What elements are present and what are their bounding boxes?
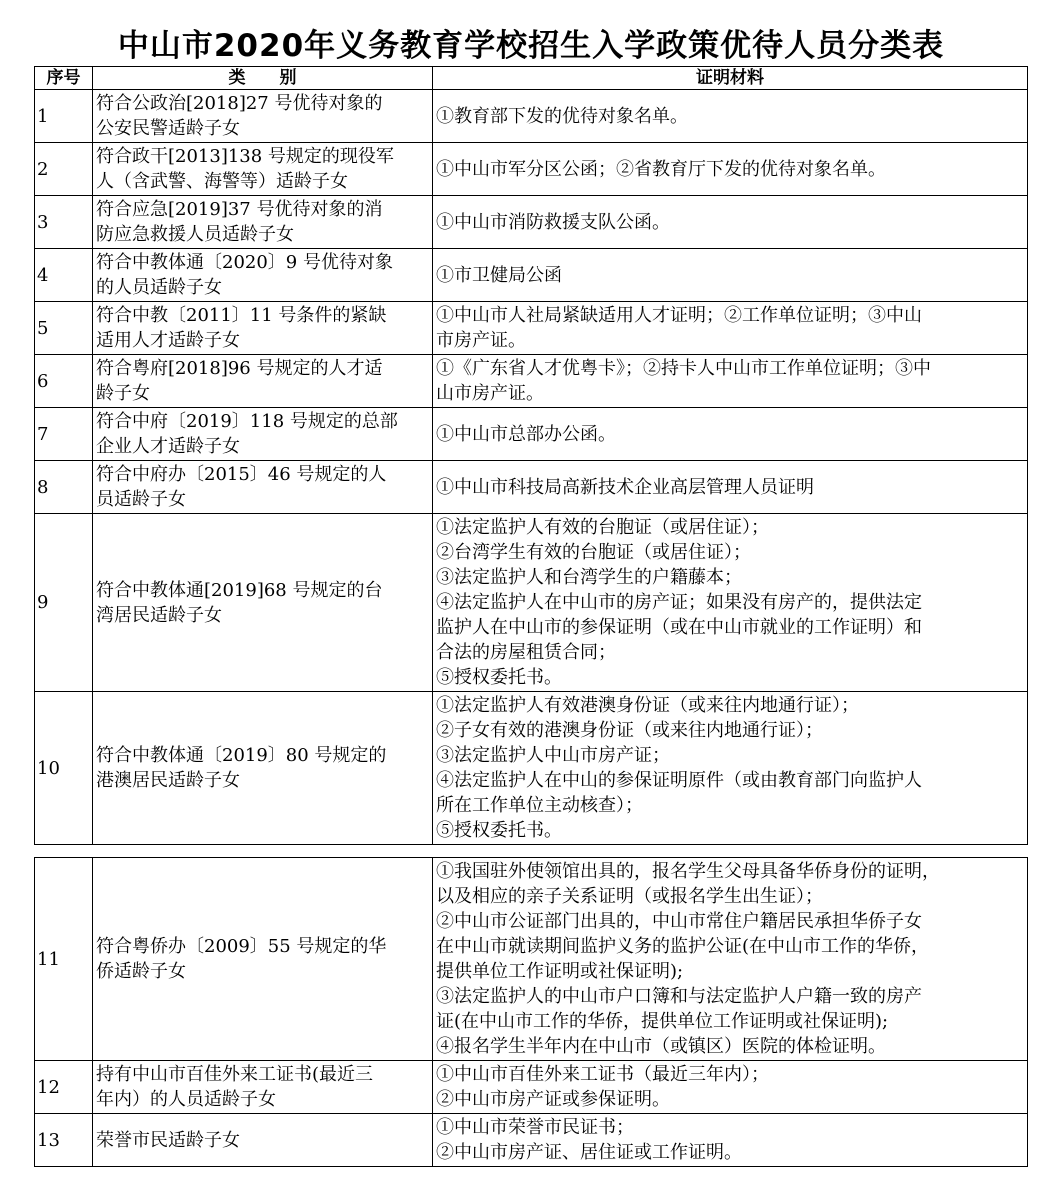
row-number: 3 [35,196,93,249]
category-cell-line: 持有中山市百佳外来工证书(最近三 [96,1064,374,1085]
category-cell-line: 龄子女 [96,383,150,404]
row-number: 6 [35,355,93,408]
category-cell [93,196,433,249]
materials-cell-line: 提供单位工作证明或社保证明); [436,961,684,982]
materials-cell-line: ⑤授权委托书。 [436,820,562,841]
materials-cell-line: ①中山市科技局高新技术企业高层管理人员证明 [436,476,814,498]
materials-cell-line: ①中山市军分区公函；②省教育厅下发的优待对象名单。 [436,158,886,180]
materials-cell [433,858,1028,1061]
policy-table-part1 [34,66,1028,845]
table-row [35,514,1028,692]
category-cell-line: 荣誉市民适龄子女 [96,1129,240,1151]
category-cell [93,1114,433,1167]
materials-cell-line: ①法定监护人有效港澳身份证（或来往内地通行证）； [436,695,859,716]
category-cell-line: 企业人才适龄子女 [96,436,240,457]
category-cell [93,355,433,408]
materials-cell-line: ②中山市房产证或参保证明。 [436,1089,670,1110]
materials-cell-line: ①中山市消防救援支队公函。 [436,211,670,233]
materials-cell-line: ②子女有效的港澳身份证（或来往内地通行证）； [436,720,823,741]
category-cell-line: 防应急救援人员适龄子女 [96,224,294,245]
materials-cell-line: 在中山市就读期间监护义务的监护公证(在中山市工作的华侨， [436,936,930,957]
materials-cell-line: ②中山市公证部门出具的，中山市常住户籍居民承担华侨子女 [436,911,922,932]
row-number: 7 [35,408,93,461]
category-cell-line: 符合政干[2013]138 号规定的现役军 [96,146,394,167]
page-title: 中山市2020年义务教育学校招生入学政策优待人员分类表 [117,28,945,64]
category-cell-line: 适用人才适龄子女 [96,330,240,351]
category-cell-line: 符合中教体通〔2020〕9 号优待对象 [96,252,393,273]
materials-cell-line: ①中山市荣誉市民证书； [436,1117,634,1138]
row-number: 4 [35,249,93,302]
row-number: 10 [35,692,93,845]
materials-cell [433,355,1028,408]
materials-cell-line: 证(在中山市工作的华侨，提供单位工作证明或社保证明); [436,1011,889,1032]
table-row [35,249,1028,302]
row-number: 2 [35,143,93,196]
materials-cell [433,196,1028,249]
header-category: 类 别 [93,67,433,90]
category-cell-line: 符合应急[2019]37 号优待对象的消 [96,199,383,220]
table-row [35,858,1028,1061]
category-cell-line: 年内）的人员适龄子女 [96,1089,276,1110]
materials-cell-line: 合法的房屋租赁合同； [436,642,616,663]
materials-cell-line: 所在工作单位主动核查）； [436,795,643,816]
table-row [35,692,1028,845]
materials-cell [433,692,1028,845]
materials-cell-line: ③法定监护人中山市房产证； [436,745,670,766]
materials-cell-line: ①中山市总部办公函。 [436,423,616,445]
row-number: 5 [35,302,93,355]
header-materials: 证明材料 [433,67,1028,90]
row-number: 8 [35,461,93,514]
materials-cell [433,302,1028,355]
materials-cell-line: 以及相应的亲子关系证明（或报名学生出生证）； [436,886,823,907]
category-cell-line: 符合中府办〔2015〕46 号规定的人 [96,464,387,485]
category-cell-line: 人（含武警、海警等）适龄子女 [96,171,348,192]
materials-cell-line: 山市房产证。 [436,383,544,404]
materials-cell-line: ①中山市百佳外来工证书（最近三年内）； [436,1064,769,1085]
category-cell [93,692,433,845]
materials-cell [433,408,1028,461]
materials-cell-line: ①教育部下发的优待对象名单。 [436,105,688,127]
category-cell [93,143,433,196]
header-no: 序号 [35,67,93,90]
category-cell-line: 符合公政治[2018]27 号优待对象的 [96,93,383,114]
table-row [35,302,1028,355]
materials-cell [433,143,1028,196]
materials-cell [433,514,1028,692]
row-number: 11 [35,858,93,1061]
table-row [35,196,1028,249]
category-cell [93,858,433,1061]
category-cell-line: 侨适龄子女 [96,961,186,982]
materials-cell-line: ③法定监护人和台湾学生的户籍藤本； [436,567,742,588]
table-row [35,461,1028,514]
materials-cell-line: ①我国驻外使领馆出具的，报名学生父母具备华侨身份的证明， [436,861,940,882]
category-cell-line: 符合中教体通[2019]68 号规定的台 [96,579,383,601]
materials-cell-line: 监护人在中山市的参保证明（或在中山市就业的工作证明）和 [436,617,922,638]
materials-cell [433,1114,1028,1167]
materials-cell-line: ①《广东省人才优粤卡》；②持卡人中山市工作单位证明；③中 [436,358,931,379]
row-number: 13 [35,1114,93,1167]
table-row [35,143,1028,196]
materials-cell-line: 市房产证。 [436,330,526,351]
row-number: 1 [35,90,93,143]
category-cell [93,514,433,692]
table-row [35,1114,1028,1167]
materials-cell [433,90,1028,143]
category-cell-line: 公安民警适龄子女 [96,118,240,139]
table-row [35,408,1028,461]
materials-cell-line: ①中山市人社局紧缺适用人才证明；②工作单位证明；③中山 [436,305,922,326]
category-cell [93,408,433,461]
row-number: 12 [35,1061,93,1114]
materials-cell-line: ②中山市房产证、居住证或工作证明。 [436,1142,742,1163]
materials-cell-line: ⑤授权委托书。 [436,667,562,688]
category-cell-line: 符合中教体通〔2019〕80 号规定的 [96,745,387,766]
table-row [35,1061,1028,1114]
category-cell-line: 符合中教〔2011〕11 号条件的紧缺 [96,305,387,326]
materials-cell-line: ④法定监护人在中山的参保证明原件（或由教育部门向监护人 [436,770,922,791]
materials-cell-line: ③法定监护人的中山市户口簿和与法定监护人户籍一致的房产 [436,986,922,1007]
category-cell-line: 符合粤府[2018]96 号规定的人才适 [96,358,383,379]
table-row [35,90,1028,143]
materials-cell-line: ①市卫健局公函 [436,264,562,286]
materials-cell [433,1061,1028,1114]
materials-cell-line: ②台湾学生有效的台胞证（或居住证）； [436,542,751,563]
category-cell [93,461,433,514]
materials-cell [433,249,1028,302]
category-cell [93,302,433,355]
category-cell-line: 的人员适龄子女 [96,277,222,298]
materials-cell-line: ④法定监护人在中山市的房产证；如果没有房产的，提供法定 [436,592,922,613]
category-cell [93,249,433,302]
materials-cell [433,461,1028,514]
category-cell-line: 符合中府〔2019〕118 号规定的总部 [96,411,398,432]
category-cell-line: 员适龄子女 [96,489,186,510]
category-cell-line: 港澳居民适龄子女 [96,770,240,791]
table-row [35,355,1028,408]
materials-cell-line: ④报名学生半年内在中山市（或镇区）医院的体检证明。 [436,1036,886,1057]
policy-table-part2 [34,857,1028,1167]
table-header-row [35,67,1028,90]
materials-cell-line: ①法定监护人有效的台胞证（或居住证）； [436,517,769,538]
category-cell [93,1061,433,1114]
row-number: 9 [35,514,93,692]
category-cell [93,90,433,143]
category-cell-line: 符合粤侨办〔2009〕55 号规定的华 [96,936,387,957]
category-cell-line: 湾居民适龄子女 [96,604,222,626]
